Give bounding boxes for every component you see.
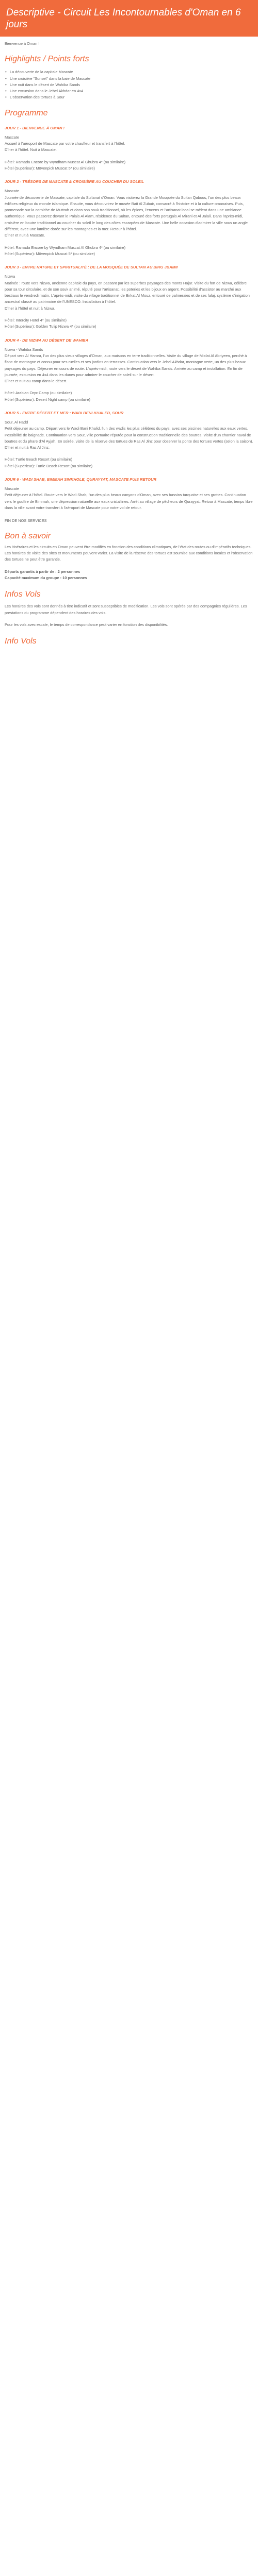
hotel-superior-line: Hôtel (Supérieur): Mövenpick Muscat 5* (ou similaire) bbox=[5, 165, 95, 171]
day-hotels bbox=[5, 317, 253, 330]
info-vols-text: Les horaires des vols sont donnés à titre indicatif et sont susceptibles de modification. Les vols sont opérés par des compagnies régulières. Les prestations du programme dépendent des horaires des vols. bbox=[5, 604, 247, 615]
bon-a-savoir-title: Bon à savoir bbox=[5, 531, 51, 540]
hotel-superior-line: Hôtel (Supérieur): Desert Night camp (ou similaire) bbox=[5, 397, 90, 402]
day-title: JOUR 3 - ENTRE NATURE ET SPIRITUALITÉ : DE LA MOSQUÉE DE SULTAN AU BIRG JBAIMI bbox=[5, 265, 178, 270]
day-title: JOUR 6 - WADI SHAB, BIMMAH SINKHOLE, QURAYYAT, MASCATE PUIS RETOUR bbox=[5, 477, 157, 482]
day-6 bbox=[5, 477, 253, 524]
departure-info: Départs garantis à partir de : 2 personnes Capacité maximum du groupe : 10 personnes bbox=[5, 569, 87, 581]
highlights-title: Highlights / Points forts bbox=[5, 55, 89, 64]
bon-a-savoir-text: Les itinéraires et les circuits en Oman peuvent être modifiés en fonction des conditions climatiques, de l'état des routes ou d'impératifs techniques. Les horaires de visite des sites et monuments peuvent varier. La visite de la réserve des tortues est soumise aux conditions locales et l'observation des tortues ne peut être garantie. bbox=[5, 544, 253, 562]
day-text: Nizwa Matinée : route vers Nizwa, ancienne capitale du pays, en passant par les superbes paysages des monts Hajar. Visite du fort de Nizwa, célèbre pour sa tour circulaire, et de son souk animé, réputé pour l'artisanat, les poteries et les bijoux en argent. Possibilité d'assister au marché aux bestiaux le vendredi matin. L'après-midi, visite du village traditionnel de Birkat Al Mouz, entouré de palmeraies et de ses falaj, système d'irrigation ancestral classé au patrimoine de l'UNESCO. Installation à l'hôtel. Dîner à l'hôtel et nuit à Nizwa. bbox=[5, 274, 250, 311]
day-text: Mascate Petit déjeuner à l'hôtel. Route vers le Wadi Shab, l'un des plus beaux canyons d'Oman, avec ses bassins turquoise et ses grottes. Continuation vers le gouffre de Bimmah, une dépression naturelle aux eaux cristallines. Arrêt au village de pêcheurs de Qurayyat. Retour à Mascate, temps libre dans la ville avant votre transfert à l'aéroport de Mascate pour votre vol de retour. FIN DE NOS SERVICES bbox=[5, 486, 253, 523]
day-text: Mascate Accueil à l'aéroport de Mascate par votre chauffeur et transfert à l'hôtel. Dîner à l'hôtel. Nuit à Mascate. bbox=[5, 134, 125, 152]
day-hotels bbox=[5, 456, 253, 469]
day-title: JOUR 5 - ENTRE DÉSERT ET MER : WADI BENI KHALED, SOUR bbox=[5, 410, 124, 415]
day-4 bbox=[5, 337, 253, 403]
hotel-line: Hôtel: Arabian Oryx Camp (ou similaire) bbox=[5, 391, 72, 396]
info-vols-title: Infos Vols bbox=[5, 590, 41, 599]
highlight-item: • La découverte de la capitale Mascate bbox=[5, 69, 253, 75]
hotel-line: Hôtel: Ramada Encore by Wyndham Muscat Al Ghubra 4* (ou similaire) bbox=[5, 245, 126, 250]
highlights-list bbox=[5, 69, 253, 100]
day-hotels bbox=[5, 245, 253, 258]
footer-info-vols-title: Info Vols bbox=[5, 637, 37, 646]
day-hotels bbox=[5, 390, 253, 403]
page-title-banner bbox=[0, 0, 258, 37]
hotel-superior-line: Hôtel (Supérieur): Turtle Beach Resort (ou similaire) bbox=[5, 463, 93, 468]
hotel-superior-line: Hôtel (Supérieur): Mövenpick Muscat 5* (ou similaire) bbox=[5, 251, 95, 256]
day-title: JOUR 4 - DE NIZWA AU DÉSERT DE WAHIBA bbox=[5, 337, 89, 343]
day-2 bbox=[5, 179, 253, 257]
program-title: Programme bbox=[5, 108, 48, 117]
day-1 bbox=[5, 125, 253, 172]
day-title: JOUR 2 - TRÉSORS DE MASCATE & CROISIÈRE AU COUCHER DU SOLEIL bbox=[5, 179, 144, 184]
day-text: Nizwa - Wahiba Sands Départ vers Al Hamra, l'un des plus vieux villages d'Oman, aux maisons en terre traditionnelles. Visite du village de Misfat Al Abriyeen, perché à flanc de montagne et connu pour ses ruelles et ses jardins en terrasses. Continuation vers le Jebel Akhdar, montagne verte, un des plus beaux paysages du pays. Déjeuner en cours de route. L'après-midi, route vers le désert de Wahiba Sands. Arrivée au camp et installation. En fin de journée, excursion en 4x4 dans les dunes pour admirer le coucher de soleil sur le désert. Dîner et nuit au camp dans le désert. bbox=[5, 347, 247, 384]
day-text: Mascate Journée de découverte de Mascate, capitale du Sultanat d'Oman. Vous visiterez la Grande Mosquée du Sultan Qaboos, l'un des plus beaux édifices religieux du monde islamique. Ensuite, vous découvrirez le musée Bait Al Zubair, consacré à l'histoire et à la culture omanaises. Puis, promenade sur la corniche de Muttrah et dans son souk traditionnel, où les épices, l'encens et l'artisanat local se mêlent dans une ambiance authentique. Vous passerez devant le Palais Al Alam, résidence du Sultan, entouré des forts portugais Al Mirani et Al Jalali. Dans l'après-midi, croisière en boutre traditionnel au coucher du soleil le long des côtes escarpées de Mascate. Une belle occasion d'admirer la ville sous un angle différent, avec une lumière dorée sur les montagnes et la mer. Retour à l'hôtel. Dîner et nuit à Mascate. bbox=[5, 189, 248, 238]
day-text: Sour, Al Hadd Petit déjeuner au camp. Départ vers le Wadi Bani Khalid, l'un des wadis les plus célèbres du pays, avec ses piscines naturelles aux eaux vertes. Possibilité de baignade. Continuation vers Sour, ville portuaire réputée pour la construction traditionnelle des boutres. Visite d'un chantier naval de boutres et du phare d'Al Ayjah. En soirée, visite de la réserve des tortues de Ras Al Jinz pour observer la ponte des tortues vertes (selon la saison). Dîner et nuit à Ras Al Jinz. bbox=[5, 419, 253, 450]
highlight-item: • Une excursion dans le Jebel Akhdar en 4x4 bbox=[5, 88, 253, 94]
day-5 bbox=[5, 410, 253, 469]
day-title: JOUR 1 - BIENVENUE À OMAN ! bbox=[5, 125, 65, 130]
intro-paragraph: Bienvenue à Oman ! bbox=[5, 41, 40, 46]
page-title: Descriptive - Circuit Les Incontournables d'Oman en 6 jours bbox=[6, 7, 241, 30]
day-hotels bbox=[5, 159, 253, 172]
content bbox=[0, 41, 258, 646]
highlight-item: • L'observation des tortues à Sour bbox=[5, 94, 253, 100]
hotel-superior-line: Hôtel (Supérieur): Golden Tulip Nizwa 4* (ou similaire) bbox=[5, 324, 96, 329]
hotel-line: Hôtel: Ramada Encore by Wyndham Muscat Al Ghubra 4* (ou similaire) bbox=[5, 159, 126, 164]
hotel-line: Hôtel: Turtle Beach Resort (ou similaire) bbox=[5, 457, 73, 462]
highlight-item: • Une nuit dans le désert de Wahiba Sands bbox=[5, 82, 253, 88]
hotel-line: Hôtel: Intercity Hotel 4* (ou similaire) bbox=[5, 318, 67, 323]
day-3 bbox=[5, 264, 253, 330]
highlight-item: • Une croisière "Sunset" dans la baie de Mascate bbox=[5, 76, 253, 82]
info-vols-text-2: Pour les vols avec escale, le temps de correspondance peut varier en fonction des disponibilités. bbox=[5, 622, 168, 627]
